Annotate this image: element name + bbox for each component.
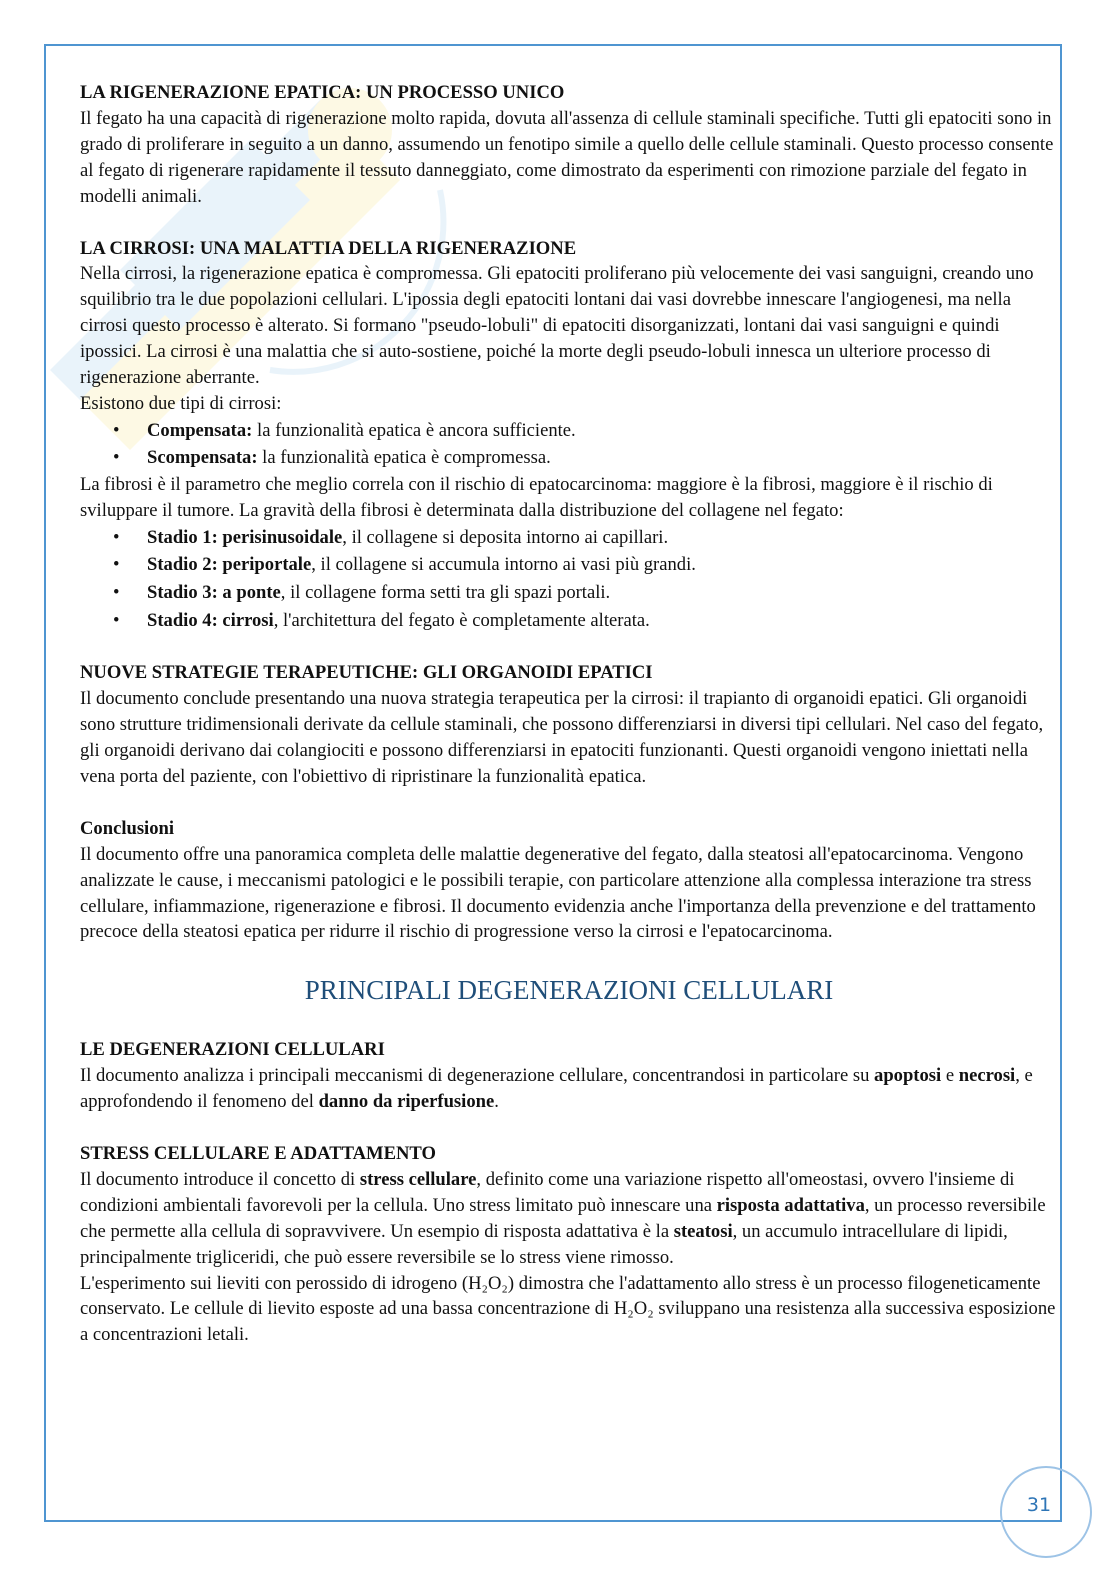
paragraph-organoidi: Il documento conclude presentando una nuova strategia terapeutica per la cirrosi: il trapianto di organoidi epatici. Gli organoidi sono strutture tridimensionali derivate da cellule staminali, che possono differenziarsi in diversi tipi cellulari. Nel caso del fegato, gli organoidi derivano dai colangiociti e possono differenziarsi in epatociti funzionanti. Questi organoidi vengono iniettati nella vena porta del paziente, con l'obiettivo di ripristinare la funzionalità epatica. — [80, 688, 1044, 787]
bullet-icon: • — [113, 419, 120, 441]
paragraph-lieviti: L'esperimento sui lieviti con perossido di idrogeno (H₂O₂) dimostra che l'adattamento allo stress è un processo filogeneticamente conservato. Le cellule di lievito esposte ad una bassa concentrazione di H₂O₂ sviluppano una resistenza alla successiva esposizione a concentrazioni letali. — [80, 1272, 1056, 1346]
paragraph-degenerazioni: Il documento analizza i principali meccanismi di degenerazione cellulare, concentrandosi in particolare su apoptosi e necrosi, e approfondendo il fenomeno del danno da riperfusione. — [80, 1065, 1033, 1113]
heading-degenerazioni: LE DEGENERAZIONI CELLULARI — [80, 1039, 385, 1061]
list-item: • Stadio 4: cirrosi, l'architettura del fegato è completamente alterata. — [80, 607, 1058, 635]
paragraph-cirrosi: Nella cirrosi, la rigenerazione epatica è compromessa. Gli epatociti proliferano più velocemente dei vasi sanguigni, creando uno squilibrio tra le due popolazioni cellulari. L'ipossia degli epatociti lontani dai vasi dovrebbe innescare l'angiogenesi, ma nella cirrosi questo processo è alterato. Si formano "pseudo-lobuli" di epatociti disorganizzati, lontani dai vasi sanguigni e quindi ipossici. La cirrosi è una malattia che si auto-sostiene, poiché la morte degli pseudo-lobuli innesca un ulteriore processo di rigenerazione aberrante. — [80, 263, 1034, 389]
paragraph-stress: Il documento introduce il concetto di stress cellulare, definito come una variazione rispetto all'omeostasi, ovvero l'insieme di condizioni ambientali favorevoli per la cellula. Uno stress limitato può innescare una risposta adattativa, un processo reversibile che permette alla cellula di sopravvivere. Un esempio di risposta adattativa è la steatosi, un accumulo intracellulare di lipidi, principalmente trigliceridi, che può essere reversibile se lo stress viene rimosso. — [80, 1168, 1046, 1268]
cirrosi-types-list — [80, 417, 1058, 472]
bullet-icon: • — [113, 447, 120, 469]
heading-conclusioni: Conclusioni — [80, 817, 175, 839]
heading-stress: STRESS CELLULARE E ADATTAMENTO — [80, 1143, 436, 1165]
bullet-icon: • — [113, 526, 120, 548]
bullet-icon: • — [113, 554, 120, 576]
list-item: • Compensata: la funzionalità epatica è ancora sufficiente. — [80, 417, 1058, 445]
list-item: • Stadio 2: periportale, il collagene si accumula intorno ai vasi più grandi. — [80, 551, 1058, 579]
chapter-title: PRINCIPALI DEGENERAZIONI CELLULARI — [304, 975, 834, 1006]
cirrosi-types-intro: Esistono due tipi di cirrosi: — [80, 392, 282, 414]
list-item: • Scompensata: la funzionalità epatica è compromessa. — [80, 444, 1058, 472]
page-number: 31 — [1026, 1494, 1052, 1516]
list-item: • Stadio 1: perisinusoidale, il collagene si deposita intorno ai capillari. — [80, 524, 1058, 552]
fibrosi-stages-list — [80, 524, 1058, 634]
paragraph-fibrosi: La fibrosi è il parametro che meglio correla con il rischio di epatocarcinoma: maggiore è la fibrosi, maggiore è il rischio di sviluppare il tumore. La gravità della fibrosi è determinata dalla distribuzione del collagene nel fegato: — [80, 474, 993, 521]
bullet-icon: • — [113, 582, 120, 604]
heading-organoidi: NUOVE STRATEGIE TERAPEUTICHE: GLI ORGANOIDI EPATICI — [80, 662, 653, 684]
bullet-icon: • — [113, 609, 120, 631]
heading-cirrosi: LA CIRROSI: UNA MALATTIA DELLA RIGENERAZIONE — [80, 237, 577, 259]
paragraph-rigenerazione: Il fegato ha una capacità di rigenerazione molto rapida, dovuta all'assenza di cellule staminali specifiche. Tutti gli epatociti sono in grado di proliferare in seguito a un danno, assumendo un fenotipo simile a quello delle cellule staminali. Questo processo consente al fegato di rigenerare rapidamente il tessuto danneggiato, come dimostrato da esperimenti con rimozione parziale del fegato in modelli animali. — [80, 107, 1054, 207]
heading-rigenerazione: LA RIGENERAZIONE EPATICA: UN PROCESSO UNICO — [80, 82, 565, 103]
document-body — [80, 80, 1058, 1348]
paragraph-conclusioni: Il documento offre una panoramica completa delle malattie degenerative del fegato, dalla steatosi all'epatocarcinoma. Vengono analizzate le cause, i meccanismi patologici e le possibili terapie, con particolare attenzione alla complessa interazione tra stress cellulare, infiammazione, rigenerazione e fibrosi. Il documento evidenzia anche l'importanza della prevenzione e del trattamento precoce della steatosi epatica per ridurre il rischio di progressione verso la cirrosi e l'epatocarcinoma. — [80, 843, 1036, 943]
list-item: • Stadio 3: a ponte, il collagene forma setti tra gli spazi portali. — [80, 579, 1058, 607]
